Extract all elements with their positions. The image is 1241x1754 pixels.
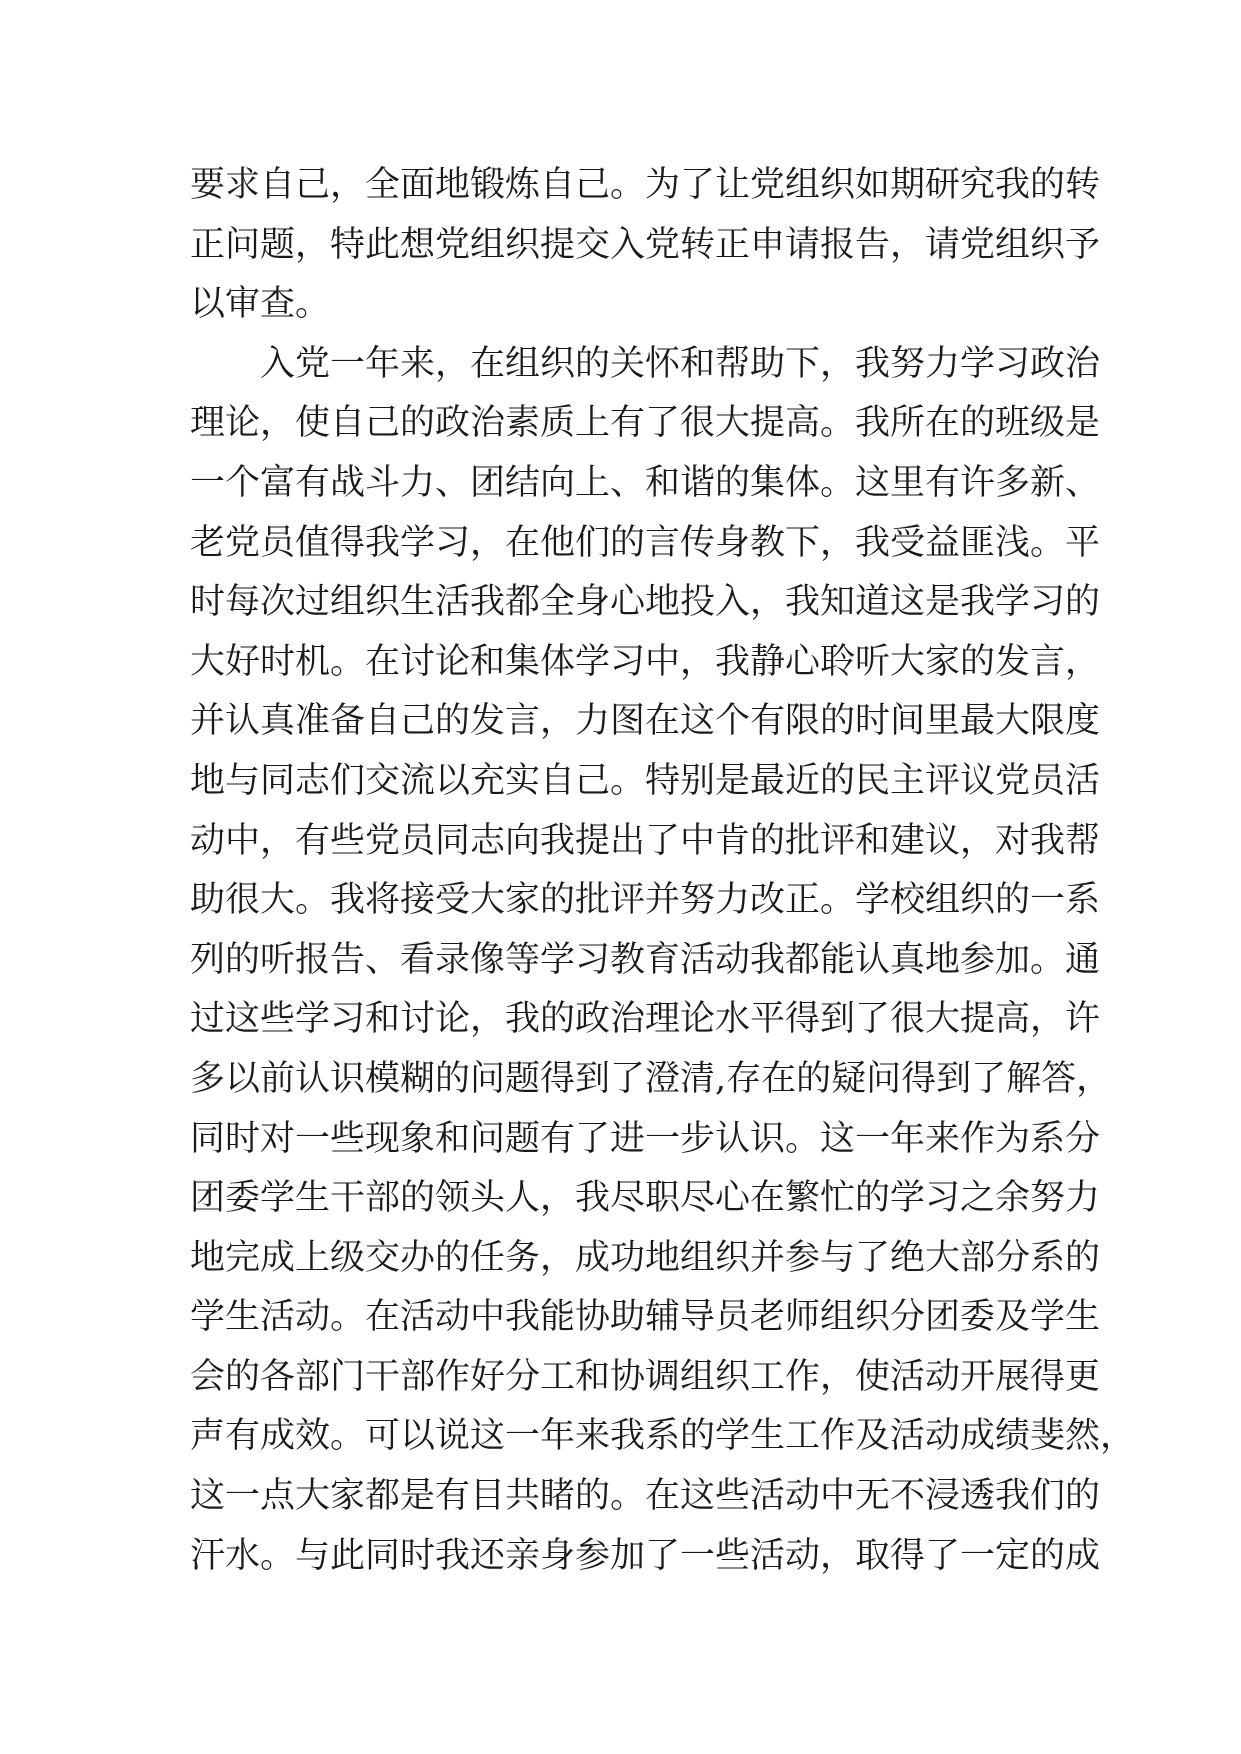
text-line: 理论，使自己的政治素质上有了很大提高。我所在的班级是 [190,403,1101,444]
text-line: 动中，有些党员同志向我提出了中肯的批评和建议，对我帮 [190,820,1101,861]
text-line: 过这些学习和讨论，我的政治理论水平得到了很大提高，许 [190,999,1101,1040]
text-line: 要求自己，全面地锻炼自己。为了让党组织如期研究我的转 [190,165,1101,205]
text-line: 地完成上级交办的任务，成功地组织并参与了绝大部分系的 [190,1237,1101,1278]
text-line: 时每次过组织生活我都全身心地投入，我知道这是我学习的 [190,582,1101,623]
text-line: 助很大。我将接受大家的批评并努力改正。学校组织的一系 [190,880,1101,921]
text-line: 会的各部门干部作好分工和协调组织工作，使活动开展得更 [190,1356,1101,1397]
text-line: 并认真准备自己的发言，力图在这个有限的时间里最大限度 [190,701,1101,742]
text-line: 同时对一些现象和问题有了进一步认识。这一年来作为系分 [190,1118,1101,1159]
paragraph-2 [190,335,1136,1586]
text-line: 列的听报告、看录像等学习教育活动我都能认真地参加。通 [190,939,1101,980]
text-line: 声有成效。可以说这一年来我系的学生工作及活动成绩斐然， [190,1416,1136,1457]
text-line: 团委学生干部的领头人，我尽职尽心在繁忙的学习之余努力 [190,1178,1101,1219]
paragraph-1 [190,156,1101,335]
text-line: 以审查。 [190,284,331,325]
text-line: 多以前认识模糊的问题得到了澄清,存在的疑问得到了解答， [190,1058,1112,1099]
text-line: 大好时机。在讨论和集体学习中，我静心聆听大家的发言， [190,641,1101,682]
body-text [190,156,1136,1586]
text-line: 学生活动。在活动中我能协助辅导员老师组织分团委及学生 [190,1297,1101,1338]
text-line: 地与同志们交流以充实自己。特别是最近的民主评议党员活 [190,760,1101,801]
text-line: 入党一年来，在组织的关怀和帮助下，我努力学习政治 [260,343,1101,384]
text-line: 这一点大家都是有目共睹的。在这些活动中无不浸透我们的 [190,1476,1101,1517]
text-line: 汗水。与此同时我还亲身参加了一些活动，取得了一定的成 [190,1535,1101,1576]
text-line: 老党员值得我学习，在他们的言传身教下，我受益匪浅。平 [190,522,1101,563]
text-line: 正问题，特此想党组织提交入党转正申请报告，请党组织予 [190,224,1101,265]
text-line: 一个富有战斗力、团结向上、和谐的集体。这里有许多新、 [190,462,1101,503]
